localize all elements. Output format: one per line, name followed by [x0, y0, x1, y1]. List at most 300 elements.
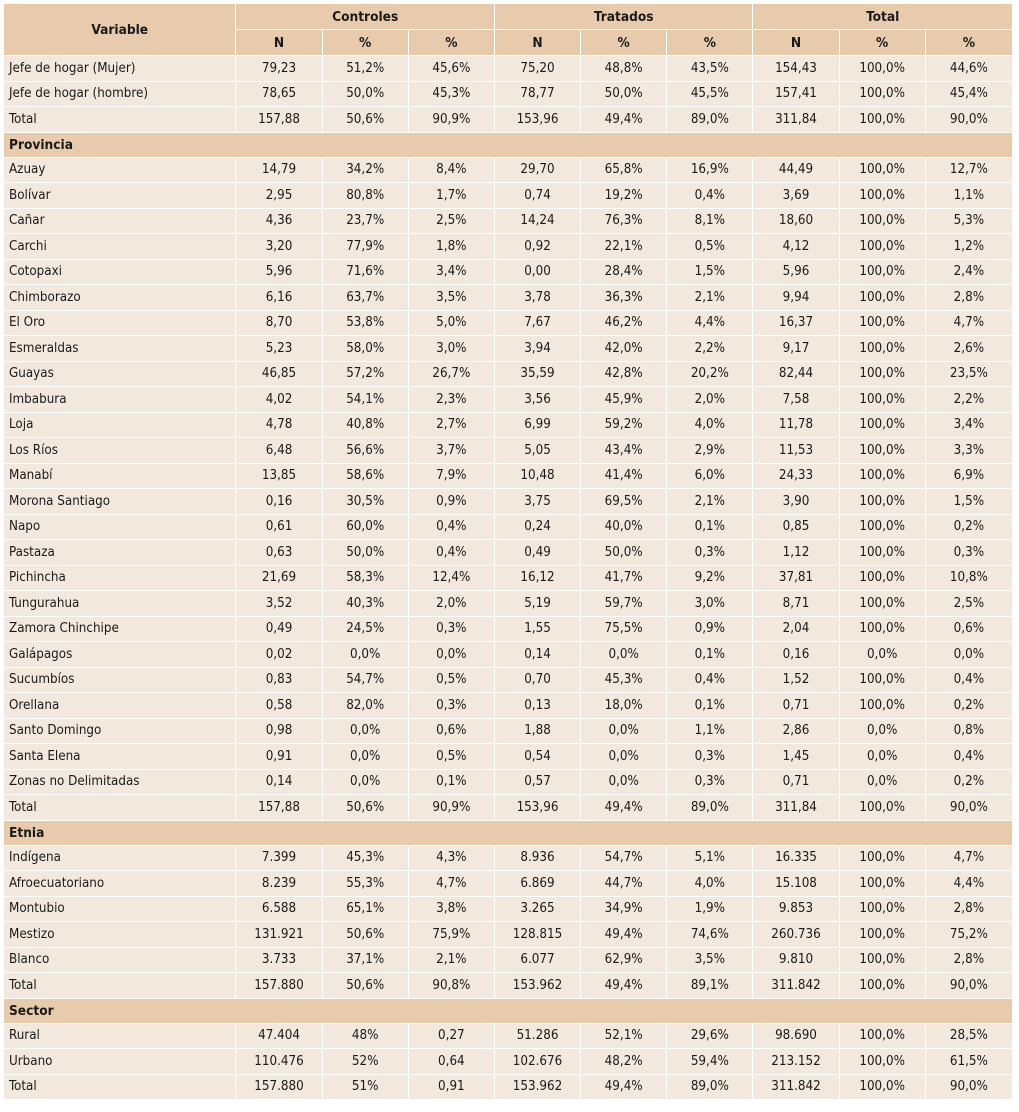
table-cell: 16,37: [753, 311, 839, 337]
table-row: [4, 591, 1012, 617]
table-cell: 153,96: [495, 107, 581, 133]
table-cell: 3,75: [495, 489, 581, 515]
table-cell: 49,4%: [581, 795, 667, 821]
table-cell: 311,84: [753, 107, 839, 133]
table-cell: 0,91: [409, 1075, 495, 1101]
row-label: Imbabura: [4, 387, 236, 413]
table-cell: 0,49: [236, 617, 322, 643]
row-label: Mestizo: [4, 922, 236, 948]
table-cell: 58,6%: [323, 464, 409, 490]
table-row: [4, 1024, 1012, 1050]
table-cell: 90,0%: [926, 107, 1012, 133]
table-cell: 100,0%: [840, 871, 926, 897]
table-cell: 0,1%: [667, 515, 753, 541]
row-label: Carchi: [4, 234, 236, 260]
table-row: [4, 209, 1012, 235]
row-label: El Oro: [4, 311, 236, 337]
table-cell: 2,2%: [667, 336, 753, 362]
table-cell: 100,0%: [840, 1075, 926, 1101]
table-cell: 1,52: [753, 668, 839, 694]
table-row: [4, 668, 1012, 694]
table-cell: 22,1%: [581, 234, 667, 260]
table-cell: 0,4%: [409, 540, 495, 566]
table-row: [4, 871, 1012, 897]
table-cell: 44,6%: [926, 56, 1012, 82]
table-cell: 0,0%: [581, 770, 667, 796]
table-cell: 0,64: [409, 1049, 495, 1075]
row-label: Napo: [4, 515, 236, 541]
table-cell: 1,12: [753, 540, 839, 566]
row-label: Azuay: [4, 158, 236, 184]
table-cell: 131.921: [236, 922, 322, 948]
table-cell: 4,7%: [926, 311, 1012, 337]
table-cell: 45,3%: [581, 668, 667, 694]
table-cell: 19,2%: [581, 183, 667, 209]
table-cell: 82,0%: [323, 693, 409, 719]
table-cell: 5,1%: [667, 846, 753, 872]
table-cell: 311.842: [753, 973, 839, 999]
table-row: [4, 922, 1012, 948]
table-cell: 0,2%: [926, 693, 1012, 719]
table-cell: 4,4%: [667, 311, 753, 337]
table-cell: 57,2%: [323, 362, 409, 388]
table-cell: 50,0%: [323, 540, 409, 566]
table-cell: 2,0%: [667, 387, 753, 413]
table-cell: 157,41: [753, 82, 839, 108]
table-cell: 213.152: [753, 1049, 839, 1075]
table-row: [4, 795, 1012, 821]
table-cell: 48%: [323, 1024, 409, 1050]
table-cell: 1,55: [495, 617, 581, 643]
table-cell: 75,2%: [926, 922, 1012, 948]
table-cell: 44,7%: [581, 871, 667, 897]
table-cell: 40,8%: [323, 413, 409, 439]
table-cell: 100,0%: [840, 158, 926, 184]
table-cell: 128.815: [495, 922, 581, 948]
subcol-header: %: [926, 30, 1012, 56]
table-cell: 9,94: [753, 285, 839, 311]
table-cell: 2,3%: [409, 387, 495, 413]
table-cell: 62,9%: [581, 948, 667, 974]
table-cell: 43,4%: [581, 438, 667, 464]
table-cell: 50,6%: [323, 795, 409, 821]
table-cell: 1,7%: [409, 183, 495, 209]
table-cell: 3,78: [495, 285, 581, 311]
table-cell: 30,5%: [323, 489, 409, 515]
table-cell: 11,78: [753, 413, 839, 439]
table-cell: 71,6%: [323, 260, 409, 286]
table-cell: 100,0%: [840, 209, 926, 235]
table-cell: 46,85: [236, 362, 322, 388]
table-header: [4, 4, 1012, 56]
section-header-row: [4, 999, 1012, 1024]
table-cell: 53,8%: [323, 311, 409, 337]
table-cell: 0,6%: [926, 617, 1012, 643]
table-cell: 0,49: [495, 540, 581, 566]
table-cell: 100,0%: [840, 285, 926, 311]
table-cell: 0,3%: [409, 617, 495, 643]
table-cell: 45,4%: [926, 82, 1012, 108]
subcol-header: %: [840, 30, 926, 56]
table-cell: 49,4%: [581, 107, 667, 133]
table-cell: 2,5%: [926, 591, 1012, 617]
table-cell: 1,8%: [409, 234, 495, 260]
table-cell: 75,5%: [581, 617, 667, 643]
table-cell: 0,16: [753, 642, 839, 668]
subcol-header: N: [495, 30, 581, 56]
table-cell: 0,58: [236, 693, 322, 719]
table-cell: 0,1%: [667, 693, 753, 719]
table-cell: 50,6%: [323, 107, 409, 133]
table-cell: 157,88: [236, 107, 322, 133]
table-cell: 0,4%: [926, 668, 1012, 694]
table-cell: 157.880: [236, 973, 322, 999]
row-label: Manabí: [4, 464, 236, 490]
table-row: [4, 770, 1012, 796]
table-cell: 100,0%: [840, 846, 926, 872]
table-cell: 1,9%: [667, 897, 753, 923]
table-cell: 7,9%: [409, 464, 495, 490]
row-label: Zamora Chinchipe: [4, 617, 236, 643]
table-cell: 5,23: [236, 336, 322, 362]
table-cell: 0,0%: [581, 642, 667, 668]
table-cell: 4,02: [236, 387, 322, 413]
table-cell: 7,67: [495, 311, 581, 337]
data-table: [4, 4, 1012, 1100]
table-row: [4, 540, 1012, 566]
table-cell: 100,0%: [840, 260, 926, 286]
table-cell: 3,0%: [667, 591, 753, 617]
table-cell: 6,16: [236, 285, 322, 311]
table-cell: 1,5%: [667, 260, 753, 286]
table-cell: 2,8%: [926, 285, 1012, 311]
table-cell: 45,3%: [323, 846, 409, 872]
table-cell: 5,96: [753, 260, 839, 286]
table-cell: 0,0%: [840, 770, 926, 796]
table-cell: 89,1%: [667, 973, 753, 999]
table-cell: 12,7%: [926, 158, 1012, 184]
table-cell: 80,8%: [323, 183, 409, 209]
table-cell: 90,0%: [926, 795, 1012, 821]
table-cell: 0,70: [495, 668, 581, 694]
table-cell: 21,69: [236, 566, 322, 592]
table-cell: 23,5%: [926, 362, 1012, 388]
table-cell: 63,7%: [323, 285, 409, 311]
table-cell: 2,2%: [926, 387, 1012, 413]
group-header-total: Total: [753, 4, 1012, 30]
row-label: Jefe de hogar (hombre): [4, 82, 236, 108]
table-cell: 90,9%: [409, 795, 495, 821]
section-header-row: [4, 133, 1012, 158]
table-cell: 260.736: [753, 922, 839, 948]
table-cell: 16,9%: [667, 158, 753, 184]
table-cell: 45,6%: [409, 56, 495, 82]
table-cell: 1,2%: [926, 234, 1012, 260]
table-cell: 35,59: [495, 362, 581, 388]
table-cell: 0,14: [236, 770, 322, 796]
table-cell: 9.853: [753, 897, 839, 923]
table-cell: 0,83: [236, 668, 322, 694]
table-cell: 45,5%: [667, 82, 753, 108]
table-cell: 0,0%: [581, 744, 667, 770]
table-cell: 10,48: [495, 464, 581, 490]
table-cell: 0,71: [753, 693, 839, 719]
table-cell: 23,7%: [323, 209, 409, 235]
table-cell: 4,0%: [667, 413, 753, 439]
table-cell: 41,4%: [581, 464, 667, 490]
table-cell: 0,24: [495, 515, 581, 541]
table-cell: 3,7%: [409, 438, 495, 464]
table-cell: 37,1%: [323, 948, 409, 974]
table-cell: 50,0%: [581, 540, 667, 566]
table-cell: 100,0%: [840, 489, 926, 515]
table-cell: 0,0%: [323, 744, 409, 770]
table-cell: 0,63: [236, 540, 322, 566]
table-cell: 6.077: [495, 948, 581, 974]
table-cell: 90,0%: [926, 1075, 1012, 1101]
row-label: Santo Domingo: [4, 719, 236, 745]
table-cell: 4,7%: [926, 846, 1012, 872]
table-cell: 54,1%: [323, 387, 409, 413]
table-cell: 82,44: [753, 362, 839, 388]
table-cell: 0,14: [495, 642, 581, 668]
table-cell: 61,5%: [926, 1049, 1012, 1075]
table-cell: 2,1%: [667, 285, 753, 311]
table-cell: 5,05: [495, 438, 581, 464]
table-cell: 4,12: [753, 234, 839, 260]
row-label: Afroecuatoriano: [4, 871, 236, 897]
row-label: Bolívar: [4, 183, 236, 209]
table-cell: 0,2%: [926, 770, 1012, 796]
table-cell: 54,7%: [323, 668, 409, 694]
table-cell: 1,45: [753, 744, 839, 770]
table-cell: 51%: [323, 1075, 409, 1101]
table-cell: 9,17: [753, 336, 839, 362]
row-label: Loja: [4, 413, 236, 439]
group-header-tratados: Tratados: [495, 4, 753, 30]
table-cell: 0,4%: [926, 744, 1012, 770]
table-cell: 29,6%: [667, 1024, 753, 1050]
table-cell: 100,0%: [840, 693, 926, 719]
table-cell: 1,88: [495, 719, 581, 745]
table-cell: 49,4%: [581, 1075, 667, 1101]
table-cell: 79,23: [236, 56, 322, 82]
row-label: Total: [4, 1075, 236, 1101]
table-row: [4, 438, 1012, 464]
table-cell: 1,5%: [926, 489, 1012, 515]
table-cell: 5,19: [495, 591, 581, 617]
row-label: Guayas: [4, 362, 236, 388]
table-cell: 0,0%: [581, 719, 667, 745]
table-row: [4, 260, 1012, 286]
table-cell: 59,7%: [581, 591, 667, 617]
table-cell: 311,84: [753, 795, 839, 821]
table-cell: 0,74: [495, 183, 581, 209]
group-header-controles: Controles: [236, 4, 494, 30]
table-cell: 100,0%: [840, 795, 926, 821]
table-cell: 0,0%: [409, 642, 495, 668]
table-cell: 98.690: [753, 1024, 839, 1050]
table-cell: 100,0%: [840, 82, 926, 108]
table-row: [4, 642, 1012, 668]
table-cell: 100,0%: [840, 311, 926, 337]
table-row: [4, 464, 1012, 490]
table-row: [4, 285, 1012, 311]
table-cell: 0,1%: [667, 642, 753, 668]
table-cell: 8,71: [753, 591, 839, 617]
table-cell: 14,24: [495, 209, 581, 235]
row-label: Morona Santiago: [4, 489, 236, 515]
table-cell: 9.810: [753, 948, 839, 974]
table-cell: 8.239: [236, 871, 322, 897]
table-cell: 11,53: [753, 438, 839, 464]
table-cell: 0,9%: [667, 617, 753, 643]
table-cell: 157,88: [236, 795, 322, 821]
table-cell: 3,20: [236, 234, 322, 260]
table-cell: 100,0%: [840, 668, 926, 694]
table-cell: 50,6%: [323, 922, 409, 948]
variable-header: Variable: [4, 4, 236, 56]
table-cell: 4,4%: [926, 871, 1012, 897]
row-label: Tungurahua: [4, 591, 236, 617]
table-cell: 100,0%: [840, 438, 926, 464]
table-row: [4, 744, 1012, 770]
table-cell: 3,8%: [409, 897, 495, 923]
subcol-header: %: [409, 30, 495, 56]
table-row: [4, 82, 1012, 108]
table-cell: 100,0%: [840, 948, 926, 974]
row-label: Cañar: [4, 209, 236, 235]
row-label: Zonas no Delimitadas: [4, 770, 236, 796]
table-cell: 2,04: [753, 617, 839, 643]
table-cell: 28,4%: [581, 260, 667, 286]
table-cell: 8,70: [236, 311, 322, 337]
row-label: Chimborazo: [4, 285, 236, 311]
table-cell: 100,0%: [840, 56, 926, 82]
row-label: Indígena: [4, 846, 236, 872]
table-cell: 10,8%: [926, 566, 1012, 592]
row-label: Santa Elena: [4, 744, 236, 770]
table-cell: 40,0%: [581, 515, 667, 541]
table-cell: 76,3%: [581, 209, 667, 235]
table-cell: 100,0%: [840, 234, 926, 260]
table-cell: 41,7%: [581, 566, 667, 592]
table-cell: 0,6%: [409, 719, 495, 745]
subcol-header: N: [236, 30, 322, 56]
table-cell: 2,7%: [409, 413, 495, 439]
table-cell: 8.936: [495, 846, 581, 872]
table-cell: 78,65: [236, 82, 322, 108]
table-cell: 49,4%: [581, 922, 667, 948]
table-cell: 4,78: [236, 413, 322, 439]
table-cell: 0,3%: [667, 540, 753, 566]
subcol-header: %: [581, 30, 667, 56]
table-cell: 0,85: [753, 515, 839, 541]
table-row: [4, 107, 1012, 133]
table-cell: 4,3%: [409, 846, 495, 872]
table-cell: 100,0%: [840, 566, 926, 592]
table-body: [4, 56, 1012, 1100]
table-row: [4, 566, 1012, 592]
table-cell: 46,2%: [581, 311, 667, 337]
table-cell: 75,9%: [409, 922, 495, 948]
table-cell: 54,7%: [581, 846, 667, 872]
table-cell: 2,9%: [667, 438, 753, 464]
table-cell: 77,9%: [323, 234, 409, 260]
row-label: Los Ríos: [4, 438, 236, 464]
row-label: Galápagos: [4, 642, 236, 668]
table-cell: 100,0%: [840, 107, 926, 133]
table-cell: 3,5%: [409, 285, 495, 311]
table-cell: 8,1%: [667, 209, 753, 235]
data-table-container: [4, 4, 1012, 1100]
table-cell: 2,5%: [409, 209, 495, 235]
table-cell: 100,0%: [840, 897, 926, 923]
table-cell: 42,8%: [581, 362, 667, 388]
table-cell: 43,5%: [667, 56, 753, 82]
table-cell: 2,1%: [409, 948, 495, 974]
table-row: [4, 489, 1012, 515]
table-cell: 14,79: [236, 158, 322, 184]
table-cell: 100,0%: [840, 591, 926, 617]
table-cell: 0,02: [236, 642, 322, 668]
table-cell: 65,1%: [323, 897, 409, 923]
table-cell: 47.404: [236, 1024, 322, 1050]
table-row: [4, 1049, 1012, 1075]
table-cell: 100,0%: [840, 362, 926, 388]
table-cell: 4,36: [236, 209, 322, 235]
table-cell: 28,5%: [926, 1024, 1012, 1050]
table-row: [4, 617, 1012, 643]
table-cell: 157.880: [236, 1075, 322, 1101]
row-label: Pastaza: [4, 540, 236, 566]
table-cell: 49,4%: [581, 973, 667, 999]
table-cell: 59,4%: [667, 1049, 753, 1075]
table-cell: 34,9%: [581, 897, 667, 923]
row-label: Total: [4, 107, 236, 133]
table-cell: 13,85: [236, 464, 322, 490]
table-cell: 0,0%: [840, 642, 926, 668]
row-label: Cotopaxi: [4, 260, 236, 286]
table-cell: 58,0%: [323, 336, 409, 362]
table-cell: 29,70: [495, 158, 581, 184]
table-cell: 3,90: [753, 489, 839, 515]
table-row: [4, 515, 1012, 541]
table-cell: 58,3%: [323, 566, 409, 592]
table-cell: 100,0%: [840, 617, 926, 643]
table-cell: 100,0%: [840, 1049, 926, 1075]
table-cell: 55,3%: [323, 871, 409, 897]
table-cell: 110.476: [236, 1049, 322, 1075]
table-cell: 52,1%: [581, 1024, 667, 1050]
section-header-row: [4, 821, 1012, 846]
table-cell: 37,81: [753, 566, 839, 592]
table-cell: 0,0%: [323, 719, 409, 745]
table-cell: 8,4%: [409, 158, 495, 184]
table-cell: 7.399: [236, 846, 322, 872]
table-cell: 0,00: [495, 260, 581, 286]
table-cell: 15.108: [753, 871, 839, 897]
table-row: [4, 183, 1012, 209]
table-cell: 45,9%: [581, 387, 667, 413]
table-row: [4, 336, 1012, 362]
table-cell: 3,56: [495, 387, 581, 413]
table-cell: 311.842: [753, 1075, 839, 1101]
table-cell: 0,61: [236, 515, 322, 541]
table-cell: 3.265: [495, 897, 581, 923]
row-label: Montubio: [4, 897, 236, 923]
table-cell: 3,4%: [409, 260, 495, 286]
